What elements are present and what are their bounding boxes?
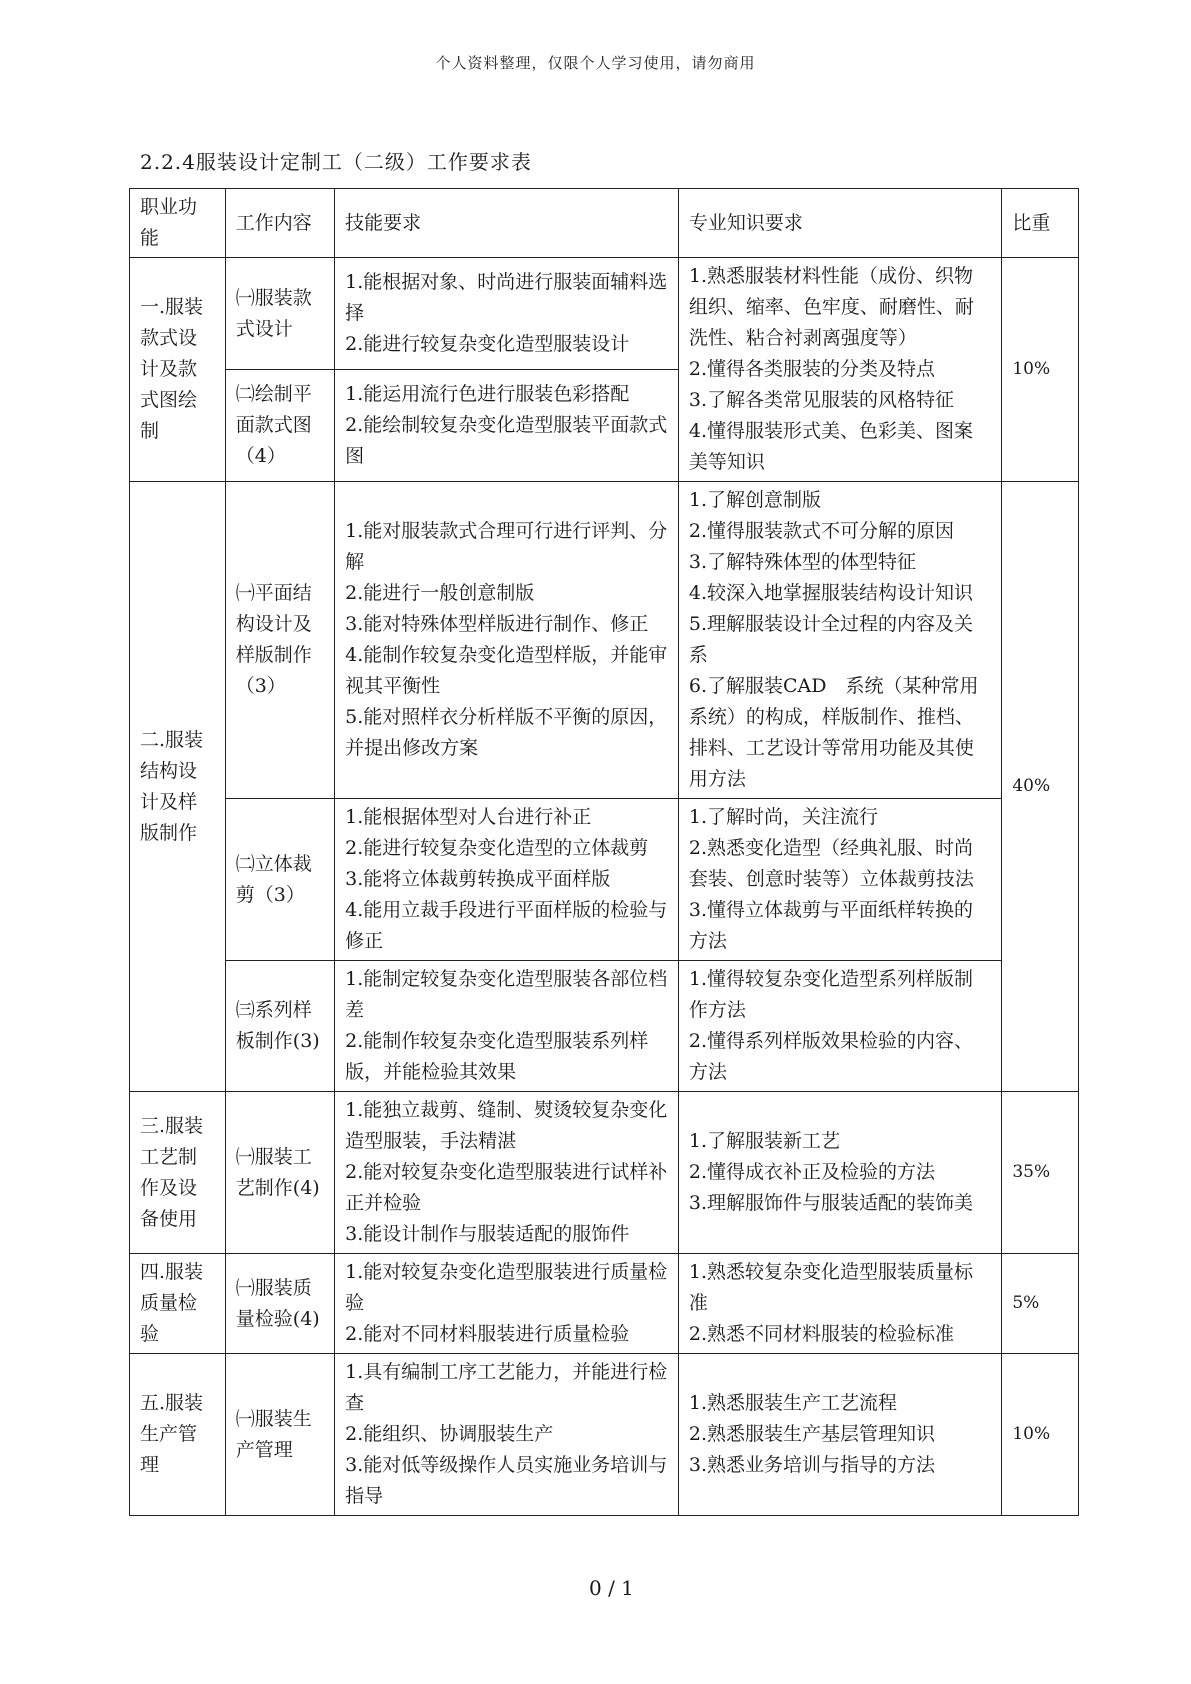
content-cell: ㈡绘制平面款式图（4） bbox=[225, 370, 334, 482]
content-cell: ㈠服装质量检验(4) bbox=[225, 1254, 334, 1354]
function-cell: 五.服装生产管理 bbox=[130, 1354, 226, 1516]
column-header-knowledge: 专业知识要求 bbox=[678, 189, 1001, 258]
skills-cell: 1.能对服装款式合理可行进行评判、分解 2.能进行一般创意制版 3.能对特殊体型样版进行制作、修正 4.能制作较复杂变化造型样版，并能审视其平衡性 5.能对照样衣分析样版不平衡的原因，并提出修改方案 bbox=[335, 482, 679, 799]
weight-cell: 35% bbox=[1002, 1092, 1079, 1254]
table-header-row bbox=[130, 189, 1079, 258]
page-number: 0 / 1 bbox=[589, 1576, 634, 1600]
header-note: 个人资料整理，仅限个人学习使用，请勿商用 bbox=[435, 54, 756, 72]
skills-cell: 1.能根据对象、时尚进行服装面辅料选择 2.能进行较复杂变化造型服装设计 bbox=[335, 258, 679, 370]
function-cell: 二.服装结构设计及样版制作 bbox=[130, 482, 226, 1092]
function-cell: 一.服装款式设计及款式图绘制 bbox=[130, 258, 226, 482]
skills-cell: 1.能独立裁剪、缝制、熨烫较复杂变化造型服装，手法精湛 2.能对较复杂变化造型服装进行试样补正并检验 3.能设计制作与服装适配的服饰件 bbox=[335, 1092, 679, 1254]
column-header-function: 职业功能 bbox=[130, 189, 226, 258]
content-cell: ㈠服装工艺制作(4) bbox=[225, 1092, 334, 1254]
content-cell: ㈠服装生产管理 bbox=[225, 1354, 334, 1516]
weight-cell: 10% bbox=[1002, 258, 1079, 482]
knowledge-cell: 1.懂得较复杂变化造型系列样版制作方法 2.懂得系列样版效果检验的内容、方法 bbox=[678, 961, 1001, 1092]
column-header-content: 工作内容 bbox=[225, 189, 334, 258]
knowledge-cell: 1.了解时尚，关注流行 2.熟悉变化造型（经典礼服、时尚套装、创意时装等）立体裁剪技法 3.懂得立体裁剪与平面纸样转换的方法 bbox=[678, 799, 1001, 961]
skills-cell: 1.具有编制工序工艺能力，并能进行检查 2.能组织、协调服装生产 3.能对低等级操作人员实施业务培训与指导 bbox=[335, 1354, 679, 1516]
function-cell: 四.服装质量检验 bbox=[130, 1254, 226, 1354]
column-header-skills: 技能要求 bbox=[335, 189, 679, 258]
skills-cell: 1.能根据体型对人台进行补正 2.能进行较复杂变化造型的立体裁剪 3.能将立体裁剪转换成平面样版 4.能用立裁手段进行平面样版的检验与修正 bbox=[335, 799, 679, 961]
function-cell: 三.服装工艺制作及设备使用 bbox=[130, 1092, 226, 1254]
table-row bbox=[130, 961, 1079, 1092]
weight-cell: 10% bbox=[1002, 1354, 1079, 1516]
knowledge-cell: 1.了解服装新工艺 2.懂得成衣补正及检验的方法 3.理解服饰件与服装适配的装饰美 bbox=[678, 1092, 1001, 1254]
table-row bbox=[130, 482, 1079, 799]
table-row bbox=[130, 258, 1079, 370]
knowledge-cell: 1.了解创意制版 2.懂得服装款式不可分解的原因 3.了解特殊体型的体型特征 4.较深入地掌握服装结构设计知识 5.理解服装设计全过程的内容及关系 6.了解服装CAD 系统（某种常用系统）的构成，样版制作、推档、排料、工艺设计等常用功能及其使用方法 bbox=[678, 482, 1001, 799]
skills-cell: 1.能对较复杂变化造型服装进行质量检验 2.能对不同材料服装进行质量检验 bbox=[335, 1254, 679, 1354]
column-header-weight: 比重 bbox=[1002, 189, 1079, 258]
knowledge-cell: 1.熟悉服装生产工艺流程 2.熟悉服装生产基层管理知识 3.熟悉业务培训与指导的方法 bbox=[678, 1354, 1001, 1516]
skills-cell: 1.能制定较复杂变化造型服装各部位档差 2.能制作较复杂变化造型服装系列样版，并能检验其效果 bbox=[335, 961, 679, 1092]
document-title: 2.2.4服装设计定制工（二级）工作要求表 bbox=[140, 150, 532, 174]
content-cell: ㈠服装款式设计 bbox=[225, 258, 334, 370]
skills-cell: 1.能运用流行色进行服装色彩搭配 2.能绘制较复杂变化造型服装平面款式图 bbox=[335, 370, 679, 482]
content-cell: ㈡立体裁剪（3） bbox=[225, 799, 334, 961]
weight-cell: 40% bbox=[1002, 482, 1079, 1092]
table-row bbox=[130, 1254, 1079, 1354]
table-row bbox=[130, 1354, 1079, 1516]
content-cell: ㈠平面结构设计及样版制作（3） bbox=[225, 482, 334, 799]
knowledge-cell: 1.熟悉服装材料性能（成份、织物组织、缩率、色牢度、耐磨性、耐洗性、粘合衬剥离强度等） 2.懂得各类服装的分类及特点 3.了解各类常见服装的风格特征 4.懂得服装形式美、色彩美、图案美等知识 bbox=[678, 258, 1001, 482]
table-row bbox=[130, 799, 1079, 961]
content-cell: ㈢系列样板制作(3) bbox=[225, 961, 334, 1092]
work-requirements-table bbox=[129, 188, 1079, 1516]
knowledge-cell: 1.熟悉较复杂变化造型服装质量标准 2.熟悉不同材料服装的检验标准 bbox=[678, 1254, 1001, 1354]
table-row bbox=[130, 1092, 1079, 1254]
weight-cell: 5% bbox=[1002, 1254, 1079, 1354]
